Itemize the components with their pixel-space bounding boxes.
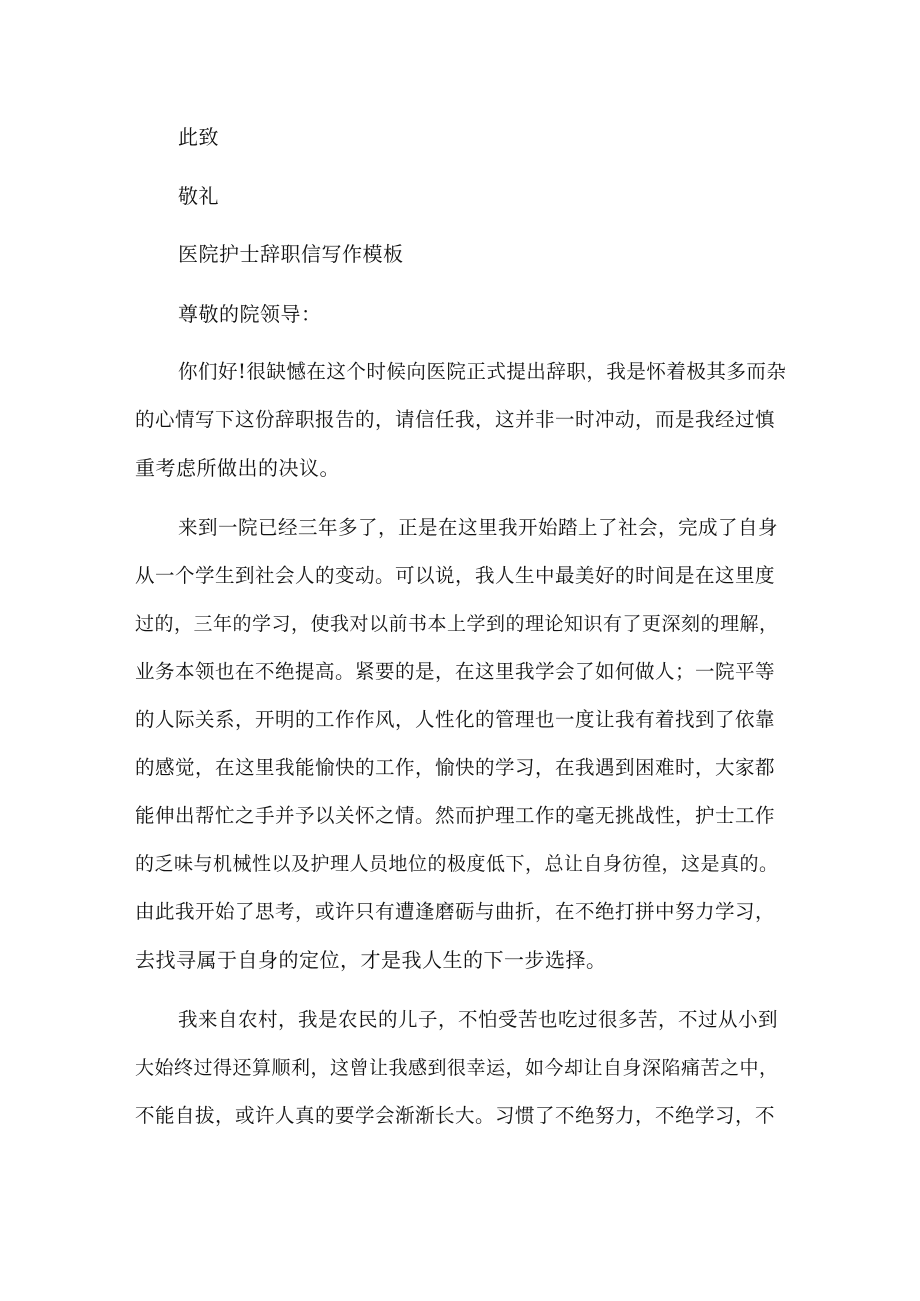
- paragraph-line: 去找寻属于自身的定位，才是我人生的下一步选择。: [135, 948, 607, 972]
- paragraph-line: 大始终过得还算顺利，这曾让我感到很幸运，如今却让自身深陷痛苦之中，: [135, 1057, 779, 1079]
- closing-line-1: 此致: [178, 125, 219, 149]
- paragraph-line: 重考虑所做出的决议。: [135, 456, 340, 480]
- paragraph-line: 的心情写下这份辞职报告的，请信任我，这并非一时冲动，而是我经过慎: [135, 408, 776, 431]
- paragraph-line: 不能自拔，或许人真的要学会渐渐长大。习惯了不绝努力，不绝学习，不: [135, 1104, 776, 1127]
- paragraph-line: 由此我开始了思考，或许只有遭逢磨砺与曲折，在不绝打拼中努力学习，: [135, 900, 776, 923]
- closing-line-2: 敬礼: [178, 184, 219, 208]
- paragraph-line: 能伸出帮忙之手并予以关怀之情。然而护理工作的毫无挑战性，护士工作: [135, 804, 776, 827]
- document-title: 医院护士辞职信写作模板: [178, 242, 404, 266]
- paragraph-line: 的感觉，在这里我能愉快的工作，愉快的学习，在我遇到困难时，大家都: [135, 756, 776, 779]
- paragraph-line: 来到一院已经三年多了，正是在这里我开始踏上了社会，完成了自身: [178, 516, 779, 539]
- paragraph-line: 业务本领也在不绝提高。紧要的是，在这里我学会了如何做人；一院平等: [135, 660, 776, 683]
- paragraph-line: 我来自农村，我是农民的儿子，不怕受苦也吃过很多苦，不过从小到: [178, 1008, 779, 1031]
- paragraph-line: 的人际关系，开明的工作作风，人性化的管理也一度让我有着找到了依靠: [135, 708, 776, 731]
- paragraph-line: 过的，三年的学习，使我对以前书本上学到的理论知识有了更深刻的理解，: [135, 613, 779, 635]
- paragraph-line: 的乏味与机械性以及护理人员地位的极度低下，总让自身彷徨，这是真的。: [135, 853, 779, 875]
- paragraph-line: 你们好!很缺憾在这个时候向医院正式提出辞职，我是怀着极其多而杂: [178, 360, 787, 383]
- paragraph-line: 从一个学生到社会人的变动。可以说，我人生中最美好的时间是在这里度: [135, 564, 776, 587]
- salutation: 尊敬的院领导：: [178, 302, 322, 326]
